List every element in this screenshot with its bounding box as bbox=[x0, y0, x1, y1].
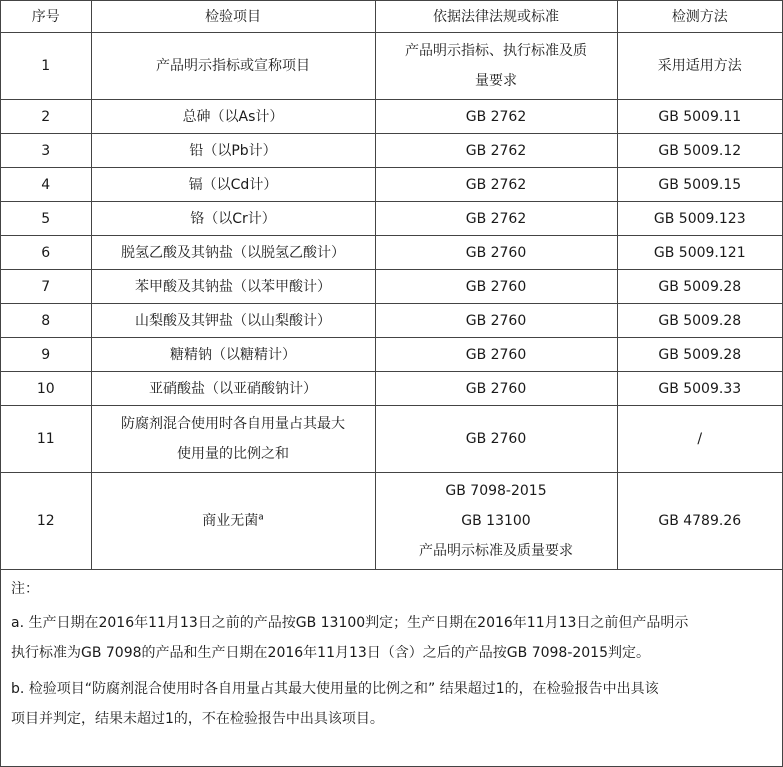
row-item: 镉（以Cd计） bbox=[91, 168, 375, 202]
header-cell-no: 序号 bbox=[1, 1, 91, 33]
row-item-line: 防腐剂混合使用时各自用量占其最大 bbox=[121, 416, 345, 432]
row-no: 5 bbox=[1, 202, 91, 236]
row-no: 3 bbox=[1, 134, 91, 168]
row-standard: GB 2760 bbox=[375, 406, 617, 473]
row-no: 10 bbox=[1, 372, 91, 406]
row-method: GB 5009.28 bbox=[617, 270, 782, 304]
row-item: 糖精钠（以糖精计） bbox=[91, 338, 375, 372]
row-method: 采用适用方法 bbox=[617, 33, 782, 100]
row-standard: GB 2760 bbox=[375, 304, 617, 338]
row-item: 产品明示指标或宣称项目 bbox=[91, 33, 375, 100]
note-a-line: a. 生产日期在2016年11月13日之前的产品按GB 13100判定；生产日期在2016年11月13日之前但产品明示 bbox=[11, 615, 689, 631]
row-standard: GB 2762 bbox=[375, 100, 617, 134]
table-row bbox=[1, 372, 782, 406]
header-cell-standard: 依据法律法规或标准 bbox=[375, 1, 617, 33]
table-row bbox=[1, 406, 782, 473]
row-standard: GB 2760 bbox=[375, 270, 617, 304]
table-header-row bbox=[1, 1, 782, 33]
row-standard: GB 2760 bbox=[375, 236, 617, 270]
row-method: GB 5009.121 bbox=[617, 236, 782, 270]
note-a bbox=[11, 608, 782, 668]
table-row bbox=[1, 473, 782, 570]
row-method: GB 5009.28 bbox=[617, 338, 782, 372]
row-standard-line: GB 7098-2015 bbox=[445, 483, 547, 499]
row-item bbox=[91, 406, 375, 473]
row-standard-line: GB 13100 bbox=[461, 513, 531, 529]
inspection-table bbox=[1, 1, 782, 570]
table-row bbox=[1, 338, 782, 372]
row-standard: GB 2762 bbox=[375, 168, 617, 202]
row-standard-line: 产品明示标准及质量要求 bbox=[419, 543, 573, 559]
row-item: 总砷（以As计） bbox=[91, 100, 375, 134]
row-no: 2 bbox=[1, 100, 91, 134]
row-standard-line: 量要求 bbox=[475, 73, 517, 89]
row-no: 11 bbox=[1, 406, 91, 473]
table-row bbox=[1, 304, 782, 338]
row-no: 12 bbox=[1, 473, 91, 570]
footnote-marker: a bbox=[258, 512, 264, 523]
row-no: 6 bbox=[1, 236, 91, 270]
row-item: 亚硝酸盐（以亚硝酸钠计） bbox=[91, 372, 375, 406]
table-row bbox=[1, 33, 782, 100]
row-method: GB 5009.28 bbox=[617, 304, 782, 338]
notes-title: 注： bbox=[11, 581, 39, 597]
row-no: 1 bbox=[1, 33, 91, 100]
row-standard: GB 2762 bbox=[375, 134, 617, 168]
row-no: 4 bbox=[1, 168, 91, 202]
row-no: 8 bbox=[1, 304, 91, 338]
table-row bbox=[1, 270, 782, 304]
note-b-line: 项目并判定，结果未超过1的，不在检验报告中出具该项目。 bbox=[11, 711, 384, 727]
row-standard: GB 2762 bbox=[375, 202, 617, 236]
row-item: 铅（以Pb计） bbox=[91, 134, 375, 168]
row-item-line: 使用量的比例之和 bbox=[177, 446, 289, 462]
row-item: 山梨酸及其钾盐（以山梨酸计） bbox=[91, 304, 375, 338]
row-standard bbox=[375, 33, 617, 100]
row-standard: GB 2760 bbox=[375, 338, 617, 372]
table-row bbox=[1, 134, 782, 168]
note-b-line: b. 检验项目“防腐剂混合使用时各自用量占其最大使用量的比例之和” 结果超过1的，在检验报告中出具该 bbox=[11, 681, 659, 697]
row-item: 铬（以Cr计） bbox=[91, 202, 375, 236]
row-method: GB 5009.15 bbox=[617, 168, 782, 202]
row-standard: GB 2760 bbox=[375, 372, 617, 406]
row-item: 苯甲酸及其钠盐（以苯甲酸计） bbox=[91, 270, 375, 304]
row-item: 脱氢乙酸及其钠盐（以脱氢乙酸计） bbox=[91, 236, 375, 270]
row-method: GB 4789.26 bbox=[617, 473, 782, 570]
row-method: / bbox=[617, 406, 782, 473]
row-no: 7 bbox=[1, 270, 91, 304]
row-item bbox=[91, 473, 375, 570]
table-row bbox=[1, 202, 782, 236]
header-cell-item: 检验项目 bbox=[91, 1, 375, 33]
row-no: 9 bbox=[1, 338, 91, 372]
row-standard-line: 产品明示指标、执行标准及质 bbox=[405, 43, 587, 59]
note-a-line: 执行标准为GB 7098的产品和生产日期在2016年11月13日（含）之后的产品按GB 7098-2015判定。 bbox=[11, 645, 651, 661]
row-method: GB 5009.12 bbox=[617, 134, 782, 168]
row-item-text: 商业无菌 bbox=[202, 513, 259, 529]
table-row bbox=[1, 168, 782, 202]
row-standard bbox=[375, 473, 617, 570]
row-method: GB 5009.33 bbox=[617, 372, 782, 406]
header-cell-method: 检测方法 bbox=[617, 1, 782, 33]
row-method: GB 5009.123 bbox=[617, 202, 782, 236]
row-method: GB 5009.11 bbox=[617, 100, 782, 134]
notes-section bbox=[1, 578, 782, 734]
table-row bbox=[1, 100, 782, 134]
table-row bbox=[1, 236, 782, 270]
note-b bbox=[11, 674, 782, 734]
